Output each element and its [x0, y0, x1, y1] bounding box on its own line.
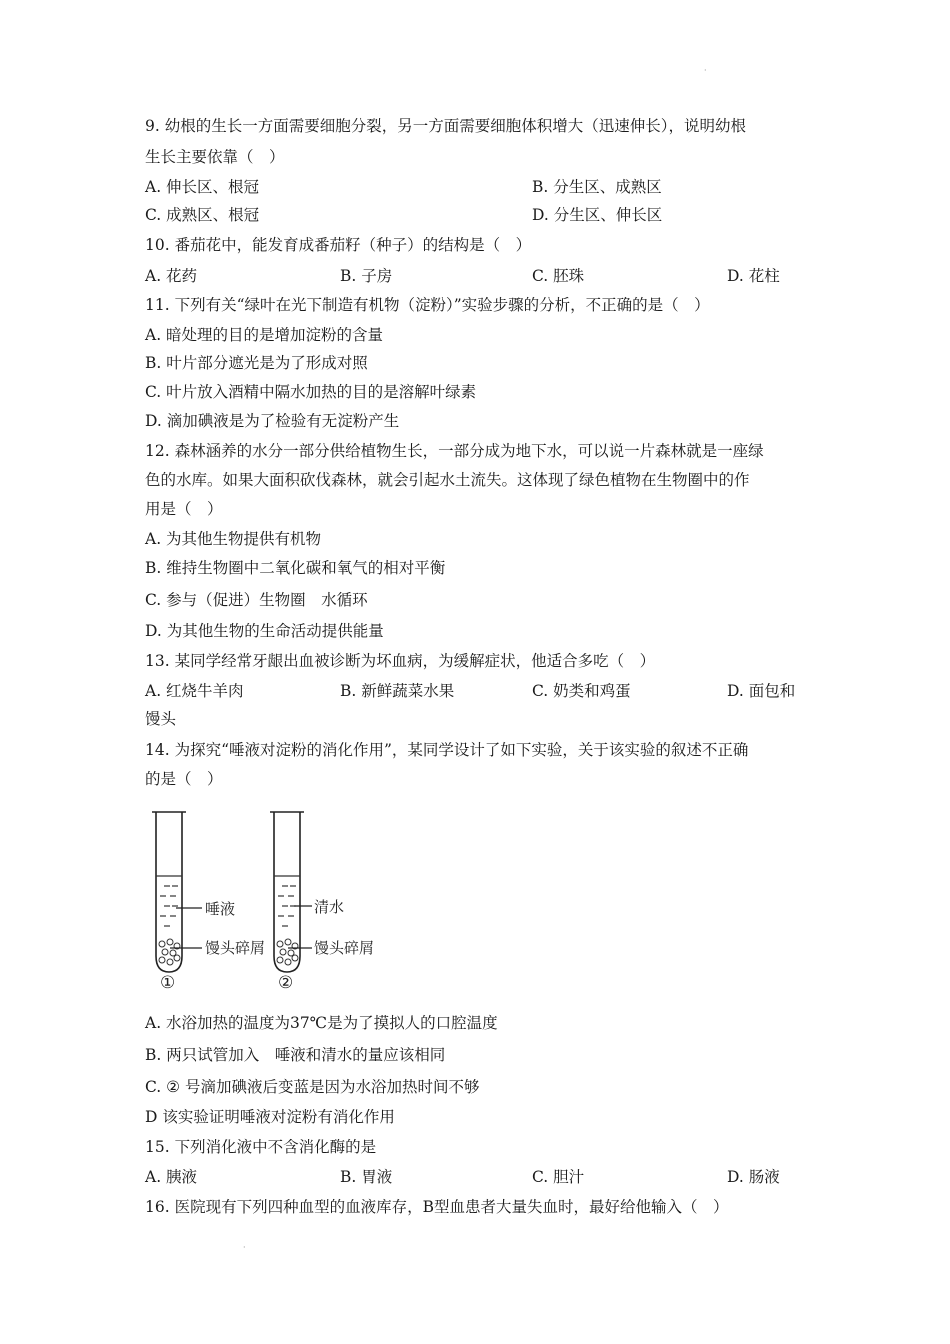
question-11-option-a[interactable]: A. 暗处理的目的是增加淀粉的含量: [145, 326, 384, 344]
question-9-stem-line-1: 9. 幼根的生长一方面需要细胞分裂，另一方面需要细胞体积增大（迅速伸长），说明幼根: [145, 117, 746, 135]
question-10-option-c[interactable]: C. 胚珠: [532, 267, 585, 285]
question-13-option-a[interactable]: A. 红烧牛羊肉: [145, 682, 244, 700]
page-mark-top: ·: [704, 66, 707, 75]
question-15-option-b[interactable]: B. 胃液: [340, 1168, 393, 1186]
question-10-option-a[interactable]: A. 花药: [145, 267, 198, 285]
tube-2-liquid-label: 清水: [314, 898, 345, 916]
question-10-option-d[interactable]: D. 花柱: [727, 267, 780, 285]
question-9-stem-line-2: 生长主要依靠（ ）: [145, 148, 285, 166]
test-tube-2-liquid: [274, 876, 300, 926]
question-11-option-d[interactable]: D. 滴加碘液是为了检验有无淀粉产生: [145, 412, 400, 430]
tube-1-bottom-label: 馒头碎屑: [205, 939, 266, 957]
test-tube-figure: [140, 806, 385, 996]
question-12-stem-line-2: 色的水库。如果大面积砍伐森林，就会引起水土流失。这体现了绿色植物在生物圈中的作: [145, 471, 750, 489]
question-12-option-d[interactable]: D. 为其他生物的生命活动提供能量: [145, 622, 384, 640]
question-10-stem: 10. 番茄花中，能发育成番茄籽（种子）的结构是（ ）: [145, 236, 532, 254]
question-10-option-b[interactable]: B. 子房: [340, 267, 393, 285]
question-13-stem: 13. 某同学经常牙龈出血被诊断为坏血病，为缓解症状，他适合多吃（ ）: [145, 652, 656, 670]
question-12-stem-line-1: 12. 森林涵养的水分一部分供给植物生长，一部分成为地下水，可以说一片森林就是一座绿: [145, 442, 764, 460]
question-15-option-c[interactable]: C. 胆汁: [532, 1168, 585, 1186]
question-14-option-c[interactable]: C. ② 号滴加碘液后变蓝是因为水浴加热时间不够: [145, 1078, 480, 1096]
question-11-option-c[interactable]: C. 叶片放入酒精中隔水加热的目的是溶解叶绿素: [145, 383, 477, 401]
question-15-option-d[interactable]: D. 肠液: [727, 1168, 780, 1186]
question-14-stem-line-2: 的是（ ）: [145, 770, 223, 788]
test-tube-1-liquid: [156, 876, 182, 926]
question-11-stem: 11. 下列有关“绿叶在光下制造有机物（淀粉）”实验步骤的分析，不正确的是（ ）: [145, 296, 710, 314]
question-9-option-c[interactable]: C. 成熟区、根冠: [145, 206, 260, 224]
question-9-option-a[interactable]: A. 伸长区、根冠: [145, 178, 260, 196]
question-14-option-a[interactable]: A. 水浴加热的温度为37℃是为了摸拟人的口腔温度: [145, 1014, 498, 1032]
question-14-option-b[interactable]: B. 两只试管加入 唾液和清水的量应该相同: [145, 1046, 446, 1064]
question-13-option-d-wrap: 馒头: [145, 710, 177, 728]
tube-1-liquid-label: 唾液: [205, 900, 236, 918]
question-15-stem: 15. 下列消化液中不含消化酶的是: [145, 1138, 377, 1156]
question-12-option-c[interactable]: C. 参与（促进）生物圈 水循环: [145, 591, 368, 609]
question-9-option-d[interactable]: D. 分生区、伸长区: [532, 206, 663, 224]
tube-2-bottom-label: 馒头碎屑: [314, 939, 375, 957]
question-14-stem-line-1: 14. 为探究“唾液对淀粉的消化作用”，某同学设计了如下实验，关于该实验的叙述不正确: [145, 741, 749, 759]
question-16-stem: 16. 医院现有下列四种血型的血液库存，B型血患者大量失血时，最好给他输入（ ）: [145, 1198, 729, 1216]
question-11-option-b[interactable]: B. 叶片部分遮光是为了形成对照: [145, 354, 368, 372]
page-mark-bottom: ·: [243, 1243, 246, 1252]
question-9-option-b[interactable]: B. 分生区、成熟区: [532, 178, 662, 196]
question-15-option-a[interactable]: A. 胰液: [145, 1168, 198, 1186]
question-12-stem-line-3: 用是（ ）: [145, 500, 223, 518]
question-13-option-b[interactable]: B. 新鲜蔬菜水果: [340, 682, 455, 700]
question-14-option-d[interactable]: D 该实验证明唾液对淀粉有消化作用: [145, 1108, 395, 1126]
tube-1-number: ①: [160, 973, 176, 993]
test-tube-2-bread-crumbs: [277, 939, 298, 965]
tube-2-number: ②: [278, 973, 294, 993]
question-12-option-a[interactable]: A. 为其他生物提供有机物: [145, 530, 322, 548]
question-13-option-c[interactable]: C. 奶类和鸡蛋: [532, 682, 631, 700]
question-12-option-b[interactable]: B. 维持生物圈中二氧化碳和氧气的相对平衡: [145, 559, 446, 577]
question-13-option-d[interactable]: D. 面包和: [727, 682, 796, 700]
test-tube-1-bread-crumbs: [159, 939, 180, 965]
